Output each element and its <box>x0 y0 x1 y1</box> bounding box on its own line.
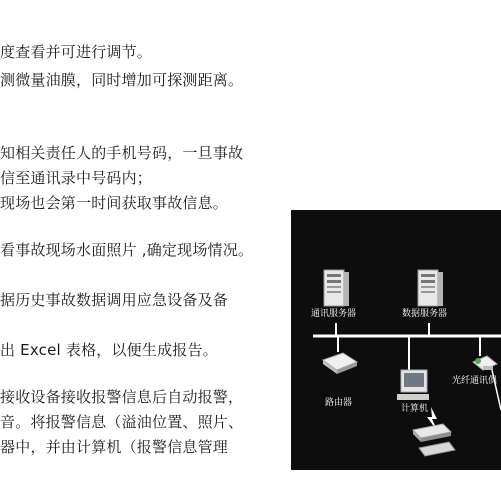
data-server-label: 数据服务器 <box>402 309 448 319</box>
router-icon <box>323 353 357 374</box>
text-line-9: 接收设备接收报警信息后自动报警， <box>0 388 244 406</box>
network-diagram <box>291 210 501 470</box>
computer-label: 计算机 <box>401 404 429 414</box>
fiber-device-icon <box>473 356 497 370</box>
fiber-device-label: 光纤通讯俱 <box>452 376 498 386</box>
data-server-icon <box>418 270 443 306</box>
comm-server-icon <box>324 270 349 306</box>
text-line-8: 出 Excel 表格，以便生成报告。 <box>0 341 218 359</box>
router-label: 路由器 <box>325 398 353 408</box>
text-line-3: 知相关责任人的手机号码，一旦事故 <box>0 144 244 162</box>
text-line-6: 看事故现场水面照片 ,确定现场情况。 <box>0 241 254 259</box>
text-line-1: 度查看并可进行调节。 <box>0 43 153 61</box>
text-line-7: 据历史事故数据调用应急设备及备 <box>0 291 229 309</box>
text-line-11: 器中，并由计算机（报警信息管理 <box>0 438 229 456</box>
text-line-5: 现场也会第一时间获取事故信息。 <box>0 194 229 212</box>
text-line-2: 测微量油膜，同时增加可探测距离。 <box>0 71 244 89</box>
comm-server-label: 通讯服务器 <box>311 309 357 319</box>
network-diagram-graphic <box>291 210 501 470</box>
receiver-device-icon <box>413 424 455 456</box>
text-line-4: 信至通讯录中号码内； <box>0 169 153 187</box>
computer-icon <box>397 370 429 400</box>
text-line-10: 音。将报警信息（溢油位置、照片、 <box>0 413 244 431</box>
